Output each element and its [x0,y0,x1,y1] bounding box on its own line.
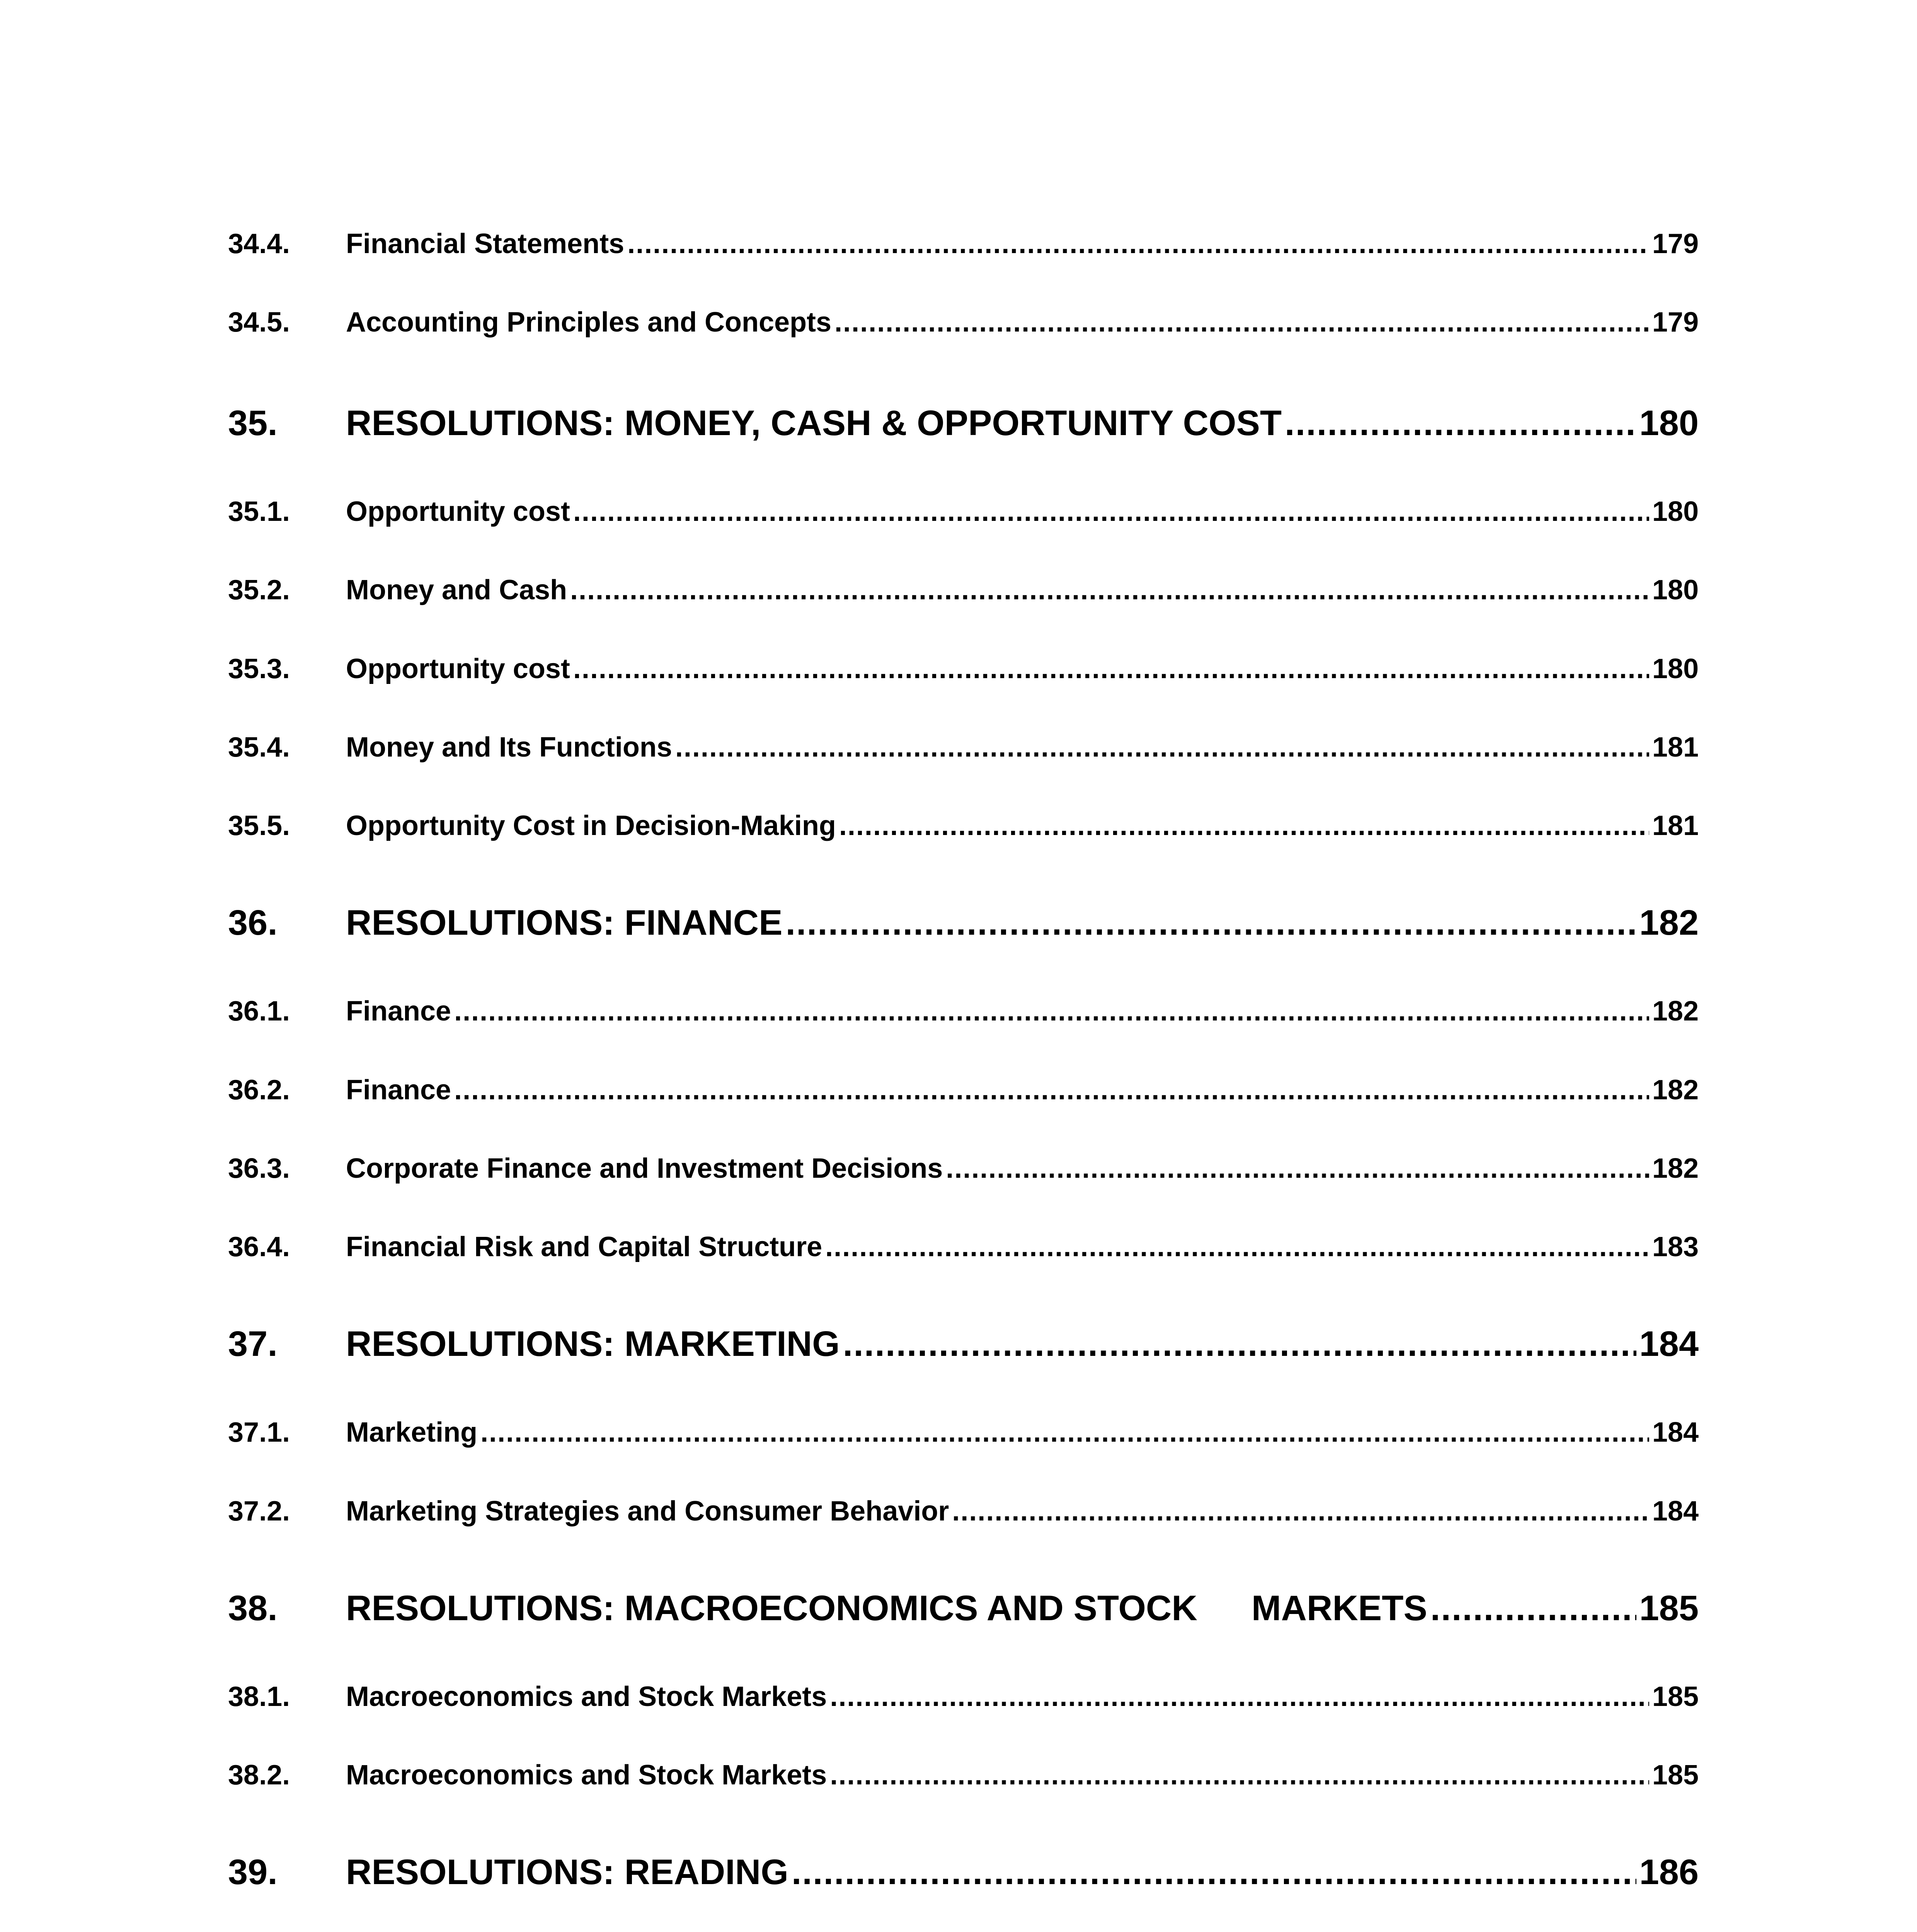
dot-leader [675,731,1649,763]
entry-title: Opportunity cost [346,653,570,684]
entry-number: 36.3. [228,1153,290,1184]
dot-leader [830,1681,1649,1713]
toc-entry-35-2[interactable] [228,574,1699,606]
entry-number: 34.5. [228,307,290,338]
entry-title: Financial Risk and Capital Structure [346,1231,822,1262]
dot-leader [627,228,1649,260]
entry-title: Corporate Finance and Investment Decisions [346,1153,943,1184]
chapter-title: RESOLUTIONS: READING [346,1852,788,1892]
toc-entry-35-3[interactable] [228,653,1699,685]
entry-page: 182 [1652,1153,1699,1184]
entry-title: Macroeconomics and Stock Markets [346,1760,827,1791]
toc-entry-34-5[interactable] [228,306,1699,338]
entry-page: 180 [1652,653,1699,684]
dot-leader [825,1231,1649,1263]
toc-entry-37-1[interactable] [228,1417,1699,1448]
toc-entry-35-4[interactable] [228,731,1699,763]
chapter-page: 184 [1639,1324,1699,1364]
chapter-page: 180 [1639,403,1699,443]
toc-chapter-35[interactable] [228,403,1699,444]
dot-leader [1285,403,1636,444]
entry-title: Opportunity Cost in Decision-Making [346,810,836,841]
toc-entry-37-2[interactable] [228,1495,1699,1527]
entry-title: Marketing [346,1417,478,1448]
toc-chapter-38[interactable] [228,1588,1699,1629]
toc-entry-36-3[interactable] [228,1153,1699,1184]
entry-page: 180 [1652,575,1699,605]
toc-entry-36-4[interactable] [228,1231,1699,1263]
dot-leader [786,903,1636,943]
chapter-number: 38. [228,1588,278,1628]
dot-leader [480,1417,1649,1448]
toc-entry-36-2[interactable] [228,1074,1699,1106]
dot-leader [454,1074,1649,1106]
entry-page: 181 [1652,810,1699,841]
entry-title: Macroeconomics and Stock Markets [346,1681,827,1712]
entry-number: 37.1. [228,1417,290,1448]
entry-number: 38.1. [228,1681,290,1712]
chapter-title: RESOLUTIONS: MARKETING [346,1324,840,1364]
entry-title: Accounting Principles and Concepts [346,307,832,338]
chapter-number: 36. [228,903,278,942]
chapter-number: 37. [228,1324,278,1364]
toc-chapter-37[interactable] [228,1324,1699,1364]
dot-leader [1430,1588,1636,1629]
entry-title: Finance [346,1075,451,1105]
entry-number: 35.5. [228,810,290,841]
dot-leader [573,653,1649,685]
entry-page: 184 [1652,1417,1699,1448]
entry-page: 179 [1652,307,1699,338]
toc-entry-34-4[interactable] [228,228,1699,260]
toc-entry-35-5[interactable] [228,810,1699,842]
chapter-page: 185 [1639,1588,1699,1628]
entry-title: Marketing Strategies and Consumer Behavior [346,1496,949,1527]
entry-page: 185 [1652,1681,1699,1712]
entry-title: Money and Cash [346,575,567,605]
entry-page: 180 [1652,496,1699,527]
entry-number: 36.2. [228,1075,290,1105]
entry-number: 37.2. [228,1496,290,1527]
dot-leader [839,810,1649,842]
chapter-number: 35. [228,403,278,443]
dot-leader [830,1759,1649,1791]
toc-entry-36-1[interactable] [228,995,1699,1027]
entry-page: 181 [1652,732,1699,763]
entry-number: 35.2. [228,575,290,605]
dot-leader [834,306,1649,338]
entry-number: 35.3. [228,653,290,684]
toc-entry-38-2[interactable] [228,1759,1699,1791]
chapter-title-part-2: MARKETS [1251,1588,1427,1628]
chapter-title-part-1: RESOLUTIONS: MACROECONOMICS AND STOCK [346,1588,1197,1628]
entry-number: 36.4. [228,1231,290,1262]
dot-leader [843,1324,1636,1364]
entry-page: 182 [1652,996,1699,1027]
entry-title: Money and Its Functions [346,732,672,763]
entry-page: 183 [1652,1231,1699,1262]
chapter-number: 39. [228,1852,278,1892]
chapter-page: 182 [1639,903,1699,942]
chapter-title: RESOLUTIONS: FINANCE [346,903,783,942]
dot-leader [946,1153,1649,1184]
entry-title: Finance [346,996,451,1027]
dot-leader [792,1852,1636,1893]
chapter-page: 186 [1639,1852,1699,1892]
dot-leader [454,995,1649,1027]
toc-entry-38-1[interactable] [228,1681,1699,1713]
entry-number: 35.1. [228,496,290,527]
entry-title: Opportunity cost [346,496,570,527]
entry-page: 182 [1652,1075,1699,1105]
entry-number: 38.2. [228,1760,290,1791]
entry-number: 34.4. [228,228,290,259]
chapter-title [346,1588,1427,1629]
dot-leader [570,574,1649,606]
entry-number: 36.1. [228,996,290,1027]
toc-chapter-36[interactable] [228,903,1699,943]
entry-page: 184 [1652,1496,1699,1527]
toc-entry-35-1[interactable] [228,496,1699,527]
dot-leader [952,1495,1649,1527]
dot-leader [573,496,1649,527]
entry-page: 185 [1652,1760,1699,1791]
entry-page: 179 [1652,228,1699,259]
toc-chapter-39[interactable] [228,1852,1699,1893]
entry-title: Financial Statements [346,228,625,259]
chapter-title: RESOLUTIONS: MONEY, CASH & OPPORTUNITY COST [346,403,1282,443]
entry-number: 35.4. [228,732,290,763]
